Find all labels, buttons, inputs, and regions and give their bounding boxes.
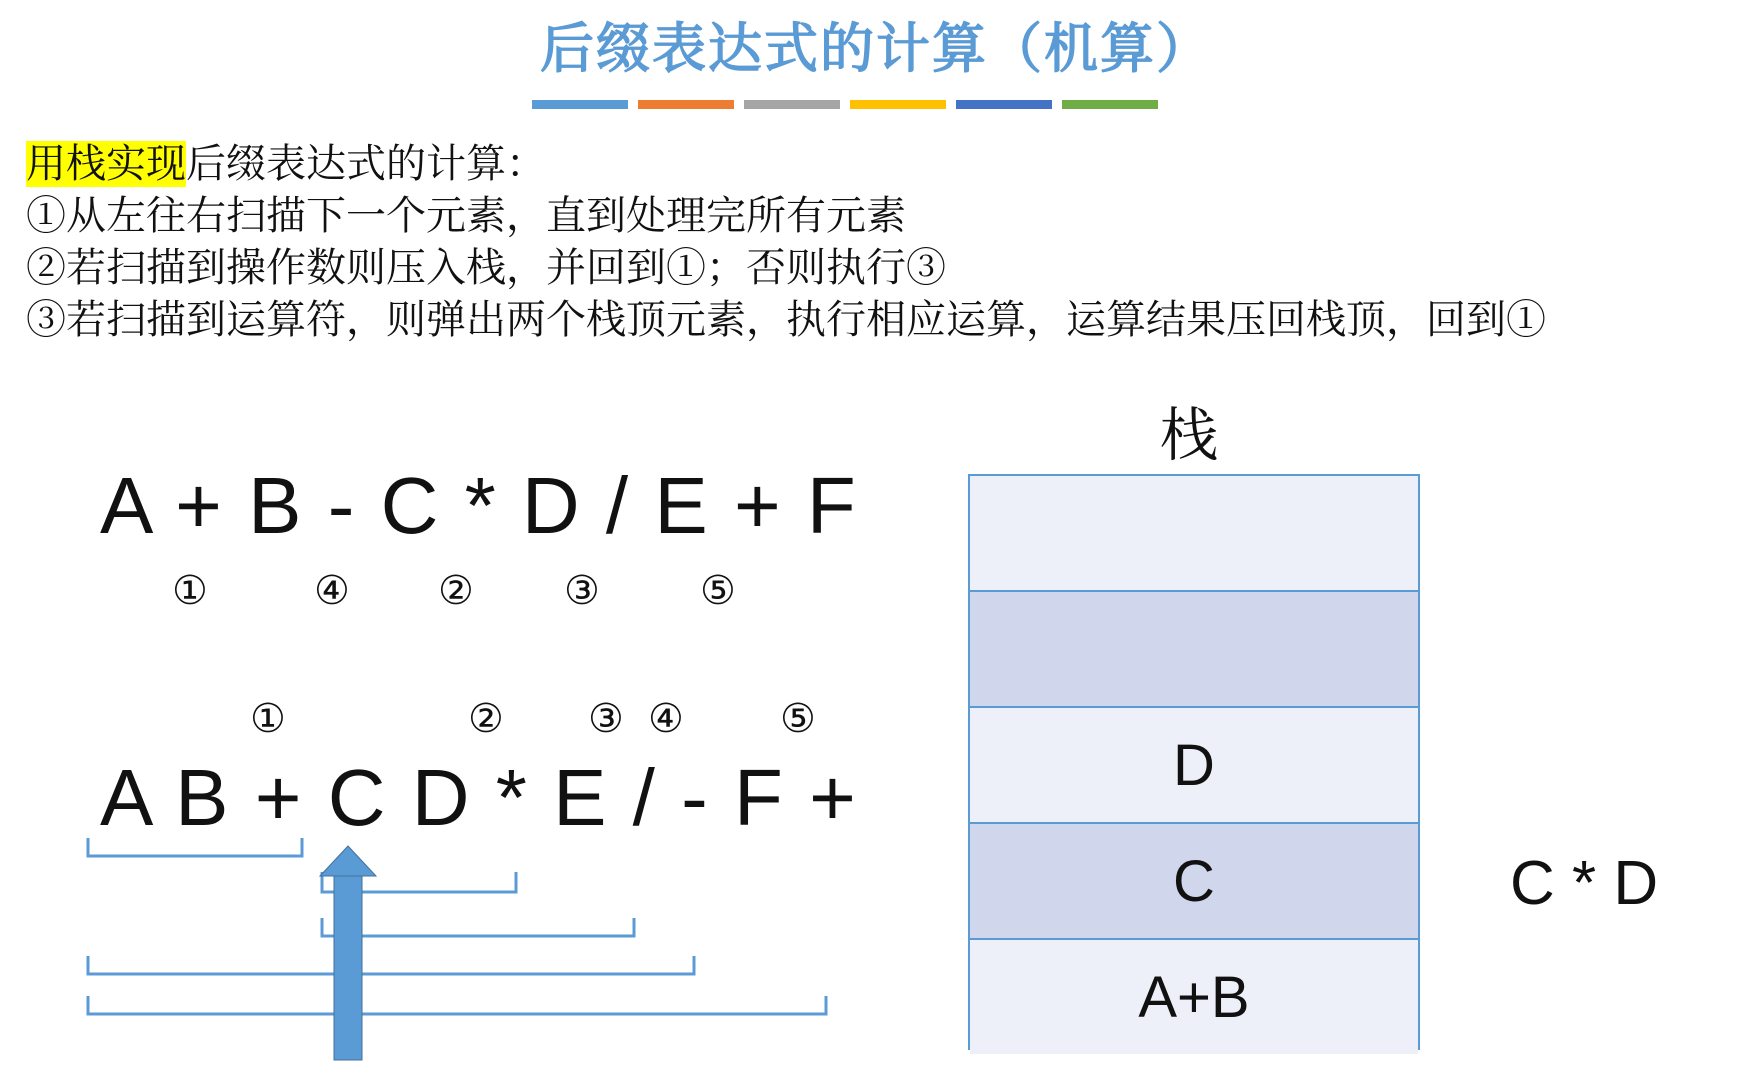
postfix-expression: A B + C D * E / - F + bbox=[100, 753, 858, 842]
bracket-minus bbox=[88, 956, 694, 974]
postfix-marker-5: ⑤ bbox=[780, 696, 816, 742]
stack-slot-2: C bbox=[970, 824, 1418, 940]
infix-marker-3: ③ bbox=[564, 568, 600, 614]
page-title: 后缀表达式的计算（机算） bbox=[540, 16, 1212, 80]
infix-marker-5: ⑤ bbox=[700, 568, 736, 614]
infix-marker-4: ④ bbox=[314, 568, 350, 614]
rule-step-3: ③若扫描到运算符，则弹出两个栈顶元素，执行相应运算，运算结果压回栈顶，回到① bbox=[26, 297, 1546, 343]
stack-slot-5 bbox=[970, 476, 1418, 592]
postfix-marker-1: ① bbox=[250, 696, 286, 742]
bracket-ab-plus bbox=[88, 838, 302, 856]
rule-step-2: ②若扫描到操作数则压入栈，并回到①；否则执行③ bbox=[26, 245, 946, 291]
rule-step-1: ①从左往右扫描下一个元素，直到处理完所有元素 bbox=[26, 193, 906, 239]
stack-diagram bbox=[968, 474, 1420, 1050]
stack-slot-4 bbox=[970, 592, 1418, 708]
stack-slot-1: A+B bbox=[970, 940, 1418, 1054]
postfix-marker-3: ③ bbox=[588, 696, 624, 742]
infix-marker-1: ① bbox=[172, 568, 208, 614]
infix-marker-2: ② bbox=[438, 568, 474, 614]
bracket-e-divide bbox=[322, 918, 634, 936]
current-operation: C * D bbox=[1510, 849, 1659, 918]
scan-pointer-arrow-icon bbox=[320, 846, 376, 1060]
stack-title: 栈 bbox=[1160, 401, 1219, 469]
highlighted-phrase: 用栈实现 bbox=[26, 141, 186, 187]
bracket-f-plus bbox=[88, 996, 826, 1014]
postfix-marker-4: ④ bbox=[648, 696, 684, 742]
rules-heading-rest: 后缀表达式的计算： bbox=[186, 141, 546, 187]
infix-expression: A + B - C * D / E + F bbox=[100, 461, 858, 550]
postfix-marker-2: ② bbox=[468, 696, 504, 742]
stack-slot-3: D bbox=[970, 708, 1418, 824]
